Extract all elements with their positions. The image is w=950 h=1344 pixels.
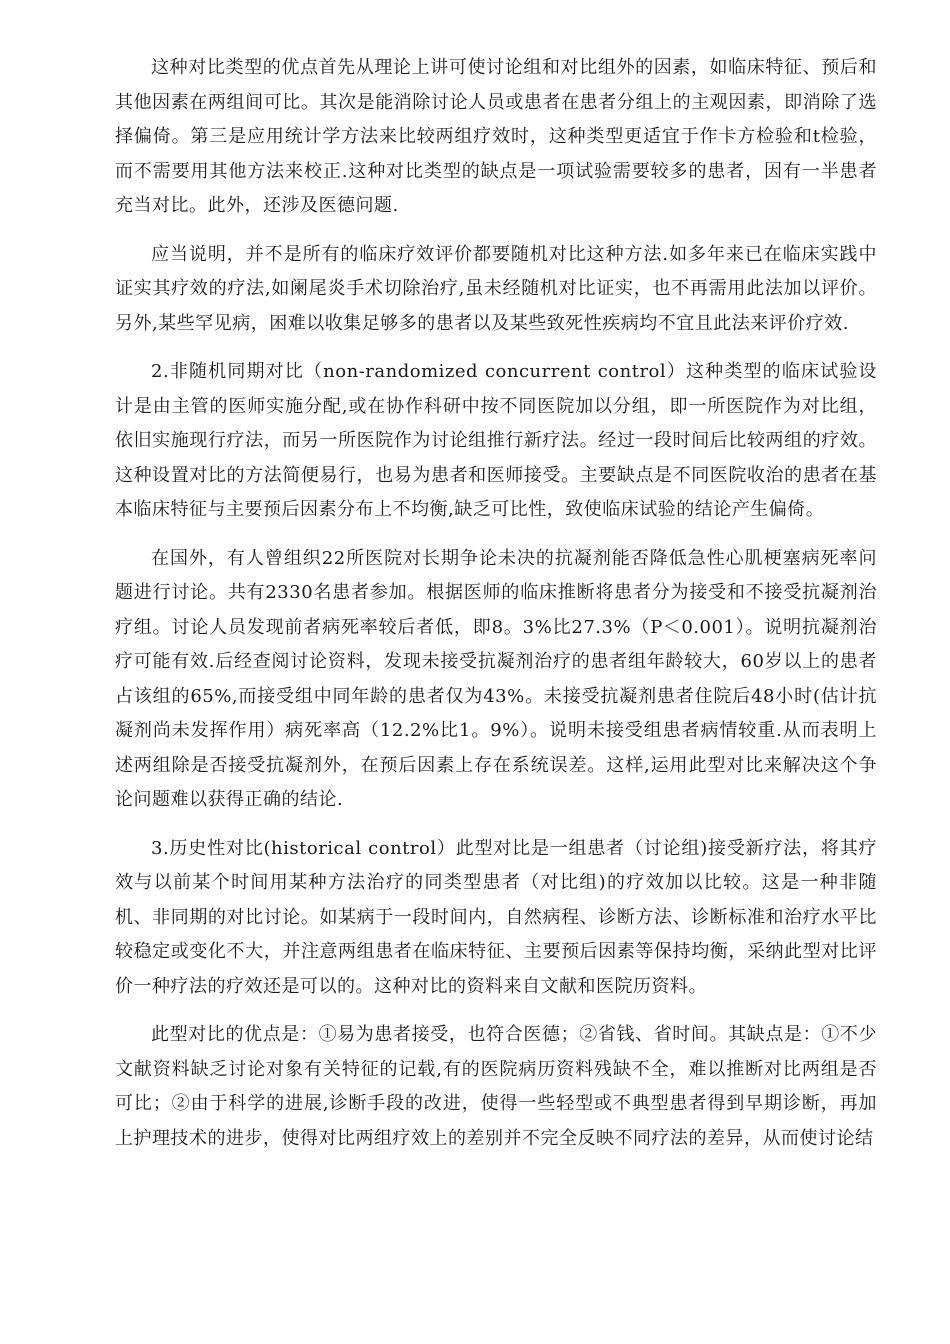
paragraph-historical-control: 3.历史性对比(historical control）此型对比是一组患者（讨论组)接受新疗法，将其疗效与以前某个时间用某种方法治疗的同类型患者（对比组)的疗效加以比较。这是一种非随机、非同期的对比讨论。如某病于一段时间内，自然病程、诊断方法、诊断标准和治疗水平比较稳定或变化不大，并注意两组患者在临床特征、主要预后因素等保持均衡，采纳此型对比评价一种疗法的疗效还是可以的。这种对比的资料来自文献和医院历资料。 bbox=[115, 837, 877, 997]
paragraph-anticoagulant-example: 在国外，有人曾组织22所医院对长期争论未决的抗凝剂能否降低急性心肌梗塞病死率问题进行讨论。共有2330名患者参加。根据医师的临床推断将患者分为接受和不接受抗凝剂治疗组。讨论人员发现前者病死率较后者低，即8。3%比27.3%（P＜0.001）。说明抗凝剂治疗可能有效.后经查阅讨论资料，发现未接受抗凝剂治疗的患者组年龄较大，60岁以上的患者占该组的65%,而接受组中同年龄的患者仅为43%。未接受抗凝剂患者住院后48小时(估计抗凝剂尚未发挥作用）病死率高（12.2%比1。9%）。说明未接受组患者病情较重.从而表明上述两组除是否接受抗凝剂外，在预后因素上存在系统误差。这样,运用此型对比来解决这个争论问题难以获得正确的结论. bbox=[115, 547, 877, 810]
paragraph-randomized-pros-cons: 这种对比类型的优点首先从理论上讲可使讨论组和对比组外的因素，如临床特征、预后和其他因素在两组间可比。其次是能消除讨论人员或患者在患者分组上的主观因素，即消除了选择偏倚。第三是应用统计学方法来比较两组疗效时，这种类型更适宜于作卡方检验和t检验，而不需要用其他方法来校正.这种对比类型的缺点是一项试验需要较多的患者，因有一半患者充当对比。此外，还涉及医德问题. bbox=[115, 57, 877, 216]
paragraph-historical-control-pros-cons: 此型对比的优点是：①易为患者接受，也符合医德；②省钱、省时间。其缺点是：①不少文献资料缺乏讨论对象有关特征的记载,有的医院病历资料残缺不全，难以推断对比两组是否可比；②由于科学的进展,诊断手段的改进，使得一些轻型或不典型患者得到早期诊断，再加上护理技术的进步，使得对比两组疗效上的差别并不完全反映不同疗法的差异，从而使讨论结 bbox=[115, 1024, 877, 1149]
paragraph-non-randomized-concurrent-control: 2.非随机同期对比（non-randomized concurrent control）这种类型的临床试验设计是由主管的医师实施分配,或在协作科研中按不同医院加以分组，即一所医院作为对比组，依旧实施现行疗法，而另一所医院作为讨论组推行新疗法。经过一段时间后比较两组的疗效。这种设置对比的方法简便易行，也易为患者和医师接受。主要缺点是不同医院收治的患者在基本临床特征与主要预后因素分布上不均衡,缺乏可比性，致使临床试验的结论产生偏倚。 bbox=[115, 361, 877, 520]
document-body bbox=[115, 51, 877, 1170]
paragraph-randomization-exceptions: 应当说明，并不是所有的临床疗效评价都要随机对比这种方法.如多年来已在临床实践中证实其疗效的疗法,如阑尾炎手术切除治疗,虽未经随机对比证实，也不再需用此法加以评价。另外,某些罕见病，困难以收集足够多的患者以及某些致死性疾病均不宜且此法来评价疗效. bbox=[115, 243, 877, 334]
